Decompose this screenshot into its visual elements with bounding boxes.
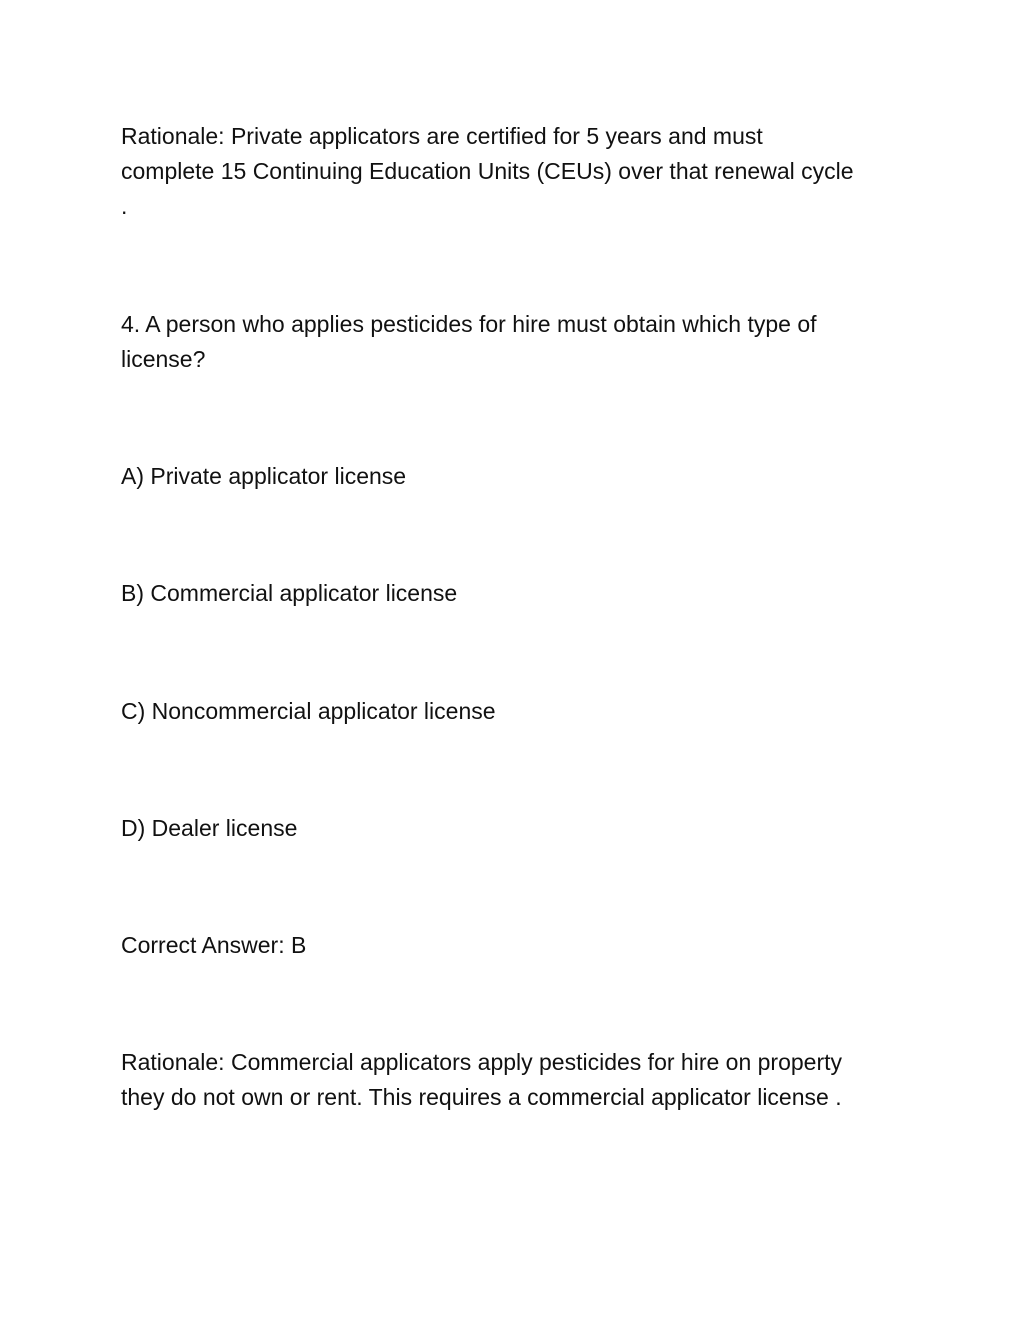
previous-rationale-line-2: complete 15 Continuing Education Units (CEUs) over that renewal cycle <box>121 158 854 184</box>
answer-rationale-line-1: Rationale: Commercial applicators apply pesticides for hire on property <box>121 1049 843 1075</box>
question-line-1: 4. A person who applies pesticides for hire must obtain which type of <box>121 311 817 337</box>
question-text <box>121 307 911 377</box>
previous-rationale <box>121 119 911 224</box>
option-d: D) Dealer license <box>121 815 298 841</box>
question-line-2: license? <box>121 346 206 372</box>
correct-answer: Correct Answer: B <box>121 932 307 958</box>
previous-rationale-line-1: Rationale: Private applicators are certified for 5 years and must <box>121 123 763 149</box>
answer-rationale-line-2: they do not own or rent. This requires a commercial applicator license . <box>121 1084 842 1110</box>
option-c: C) Noncommercial applicator license <box>121 698 496 724</box>
option-b: B) Commercial applicator license <box>121 580 458 606</box>
option-a: A) Private applicator license <box>121 463 407 489</box>
answer-rationale <box>121 1045 911 1115</box>
previous-rationale-line-3: . <box>121 193 128 219</box>
